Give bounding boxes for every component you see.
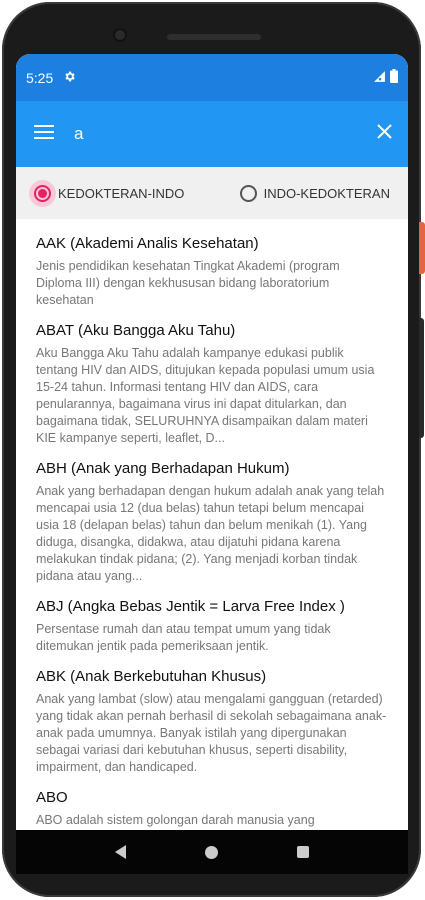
entry-definition: Anak yang lambat (slow) atau mengalami gangguan (retarded) yang tidak akan pernah berhasil di sekolah sebagaimana anak-anak pada umumnya. Banyak istilah yang dipergunakan sebagai variasi dari kebutuhan khusus, seperti disability, impairment, dan handicaped. xyxy=(36,692,387,774)
status-icons xyxy=(373,69,398,86)
list-item[interactable] xyxy=(36,460,388,585)
menu-icon[interactable] xyxy=(34,124,54,145)
volume-button xyxy=(419,318,424,438)
radio-unchecked-icon[interactable] xyxy=(240,185,257,202)
app-bar xyxy=(16,101,408,167)
close-icon[interactable] xyxy=(377,124,392,144)
list-item[interactable] xyxy=(36,235,388,309)
radio-indo-kedokteran[interactable] xyxy=(240,185,390,202)
home-icon[interactable] xyxy=(205,846,218,859)
app-screen xyxy=(16,54,408,830)
back-icon[interactable] xyxy=(115,845,126,859)
entry-definition: ABO adalah sistem golongan darah manusia yang xyxy=(36,813,315,827)
entry-term: ABK (Anak Berkebutuhan Khusus) xyxy=(36,668,267,685)
status-bar xyxy=(16,54,408,101)
recents-icon[interactable] xyxy=(297,846,309,858)
search-input[interactable]: a xyxy=(74,124,84,143)
entry-term: AAK (Akademi Analis Kesehatan) xyxy=(36,235,259,252)
list-item[interactable] xyxy=(36,322,388,447)
entry-definition: Anak yang berhadapan dengan hukum adalah anak yang telah mencapai usia 12 (dua belas) tahun tetapi belum mencapai usia 18 (delapan belas) tahun dan belum menikah (1). Yang diduga, disangka, didakwa, atau dijatuhi pidana karena melakukan tindak pidana; (2). Yang menjadi korban tindak pidana atau yang... xyxy=(36,484,385,583)
system-nav-bar xyxy=(16,830,408,874)
entry-definition: Persentase rumah dan atau tempat umum yang tidak ditemukan jentik pada pemeriksaan jentik. xyxy=(36,622,331,653)
radio-halo xyxy=(29,180,56,207)
front-camera xyxy=(113,28,127,42)
entry-term: ABJ (Angka Bebas Jentik = Larva Free Index ) xyxy=(36,598,345,615)
entry-term: ABAT (Aku Bangga Aku Tahu) xyxy=(36,322,236,339)
battery-icon xyxy=(390,69,398,86)
radio-label: INDO-KEDOKTERAN xyxy=(263,185,390,201)
results-list xyxy=(16,219,408,829)
radio-kedokteran-indo[interactable] xyxy=(34,180,184,207)
radio-label: KEDOKTERAN-INDO xyxy=(58,185,185,201)
list-item[interactable] xyxy=(36,598,388,655)
radio-checked-icon[interactable] xyxy=(34,185,51,202)
list-item[interactable] xyxy=(36,789,388,829)
gear-icon xyxy=(63,70,76,86)
list-item[interactable] xyxy=(36,668,388,776)
signal-icon xyxy=(373,70,386,86)
status-time: 5:25 xyxy=(26,69,54,86)
earpiece-speaker xyxy=(167,34,261,40)
entry-term: ABO xyxy=(36,789,68,806)
power-button xyxy=(419,222,425,274)
language-radio-group xyxy=(16,167,408,219)
entry-term: ABH (Anak yang Berhadapan Hukum) xyxy=(36,460,290,477)
entry-definition: Aku Bangga Aku Tahu adalah kampanye edukasi publik tentang HIV dan AIDS, ditujukan kepada populasi umum usia 15-24 tahun. Informasi tentang HIV dan AIDS, cara penularannya, bagaimana virus ini dapat ditularkan, dan bagaimana tidak, SELURUHNYA disampaikan dalam materi KIE kampanye seperti, leaflet, D... xyxy=(36,346,375,445)
entry-definition: Jenis pendidikan kesehatan Tingkat Akademi (program Diploma III) dengan kekhususan bidang laboratorium kesehatan xyxy=(36,259,340,307)
